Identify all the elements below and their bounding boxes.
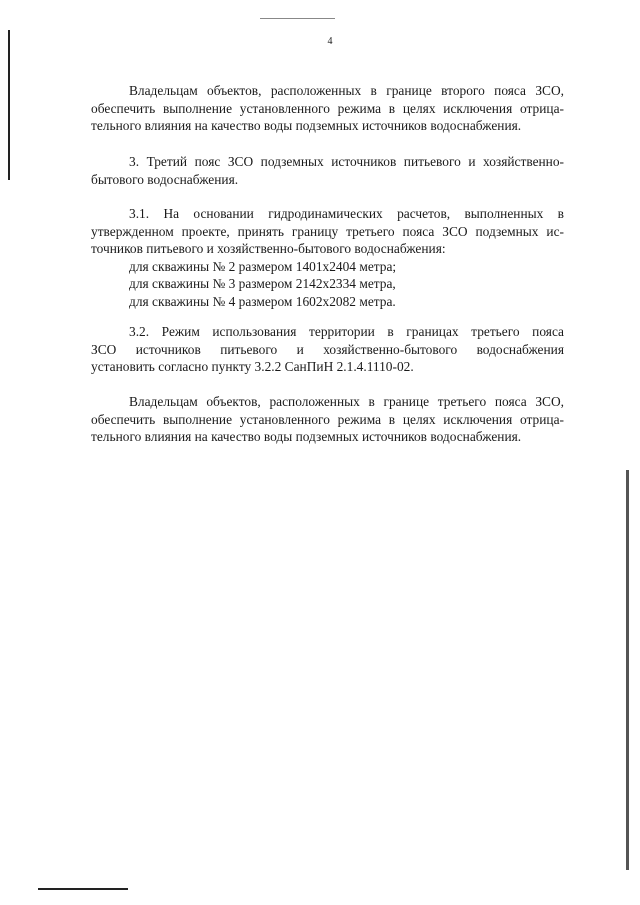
text-line: 3.2. Режим использования территории в границах третьего пояса [129,324,564,339]
text-line: обеспечить выполнение установленного режима в целях исключения отрица- [91,100,564,116]
text-line: 3.1. На основании гидродинамических расчетов, выполненных в [129,206,564,221]
text-line: тельного влияния на качество воды подземных источников водоснабжения. [91,118,522,133]
list-item: для скважины № 2 размером 1401х2404 метра; [129,258,397,274]
page-number: 4 [327,36,333,47]
paragraph-section-3-2 [91,323,564,376]
list-item: для скважины № 3 размером 2142х2334 метра, [129,276,396,291]
scan-left-edge-mark [8,30,10,180]
text-line: бытового водоснабжения. [91,171,239,187]
scan-bottom-mark [38,888,128,890]
text-line: Владельцам объектов, расположенных в границе третьего пояса ЗСО, [129,394,564,409]
scan-top-mark [260,18,335,19]
text-line: установить согласно пункту 3.2.2 СанПиН 2.1.4.1110-02. [91,359,414,374]
text-line: тельного влияния на качество воды подземных источников водоснабжения. [91,429,522,444]
scan-right-edge-mark [626,470,629,870]
paragraph-owners-third-belt [91,393,564,446]
text-line: обеспечить выполнение установленного режима в целях исключения отрица- [91,411,564,427]
paragraph-section-3 [91,153,564,188]
text-line: ЗСО источников питьевого и хозяйственно-бытового водоснабжения [91,341,564,357]
text-line: 3. Третий пояс ЗСО подземных источников питьевого и хозяйственно- [129,154,564,169]
text-line: точников питьевого и хозяйственно-бытового водоснабжения: [91,241,446,256]
text-line: утвержденном проекте, принять границу третьего пояса ЗСО подземных ис- [91,223,564,239]
paragraph-section-3-1 [91,205,564,310]
paragraph-owners-second-belt [91,82,564,135]
list-item: для скважины № 4 размером 1602х2082 метра. [129,293,396,309]
text-line: Владельцам объектов, расположенных в границе второго пояса ЗСО, [129,83,564,98]
